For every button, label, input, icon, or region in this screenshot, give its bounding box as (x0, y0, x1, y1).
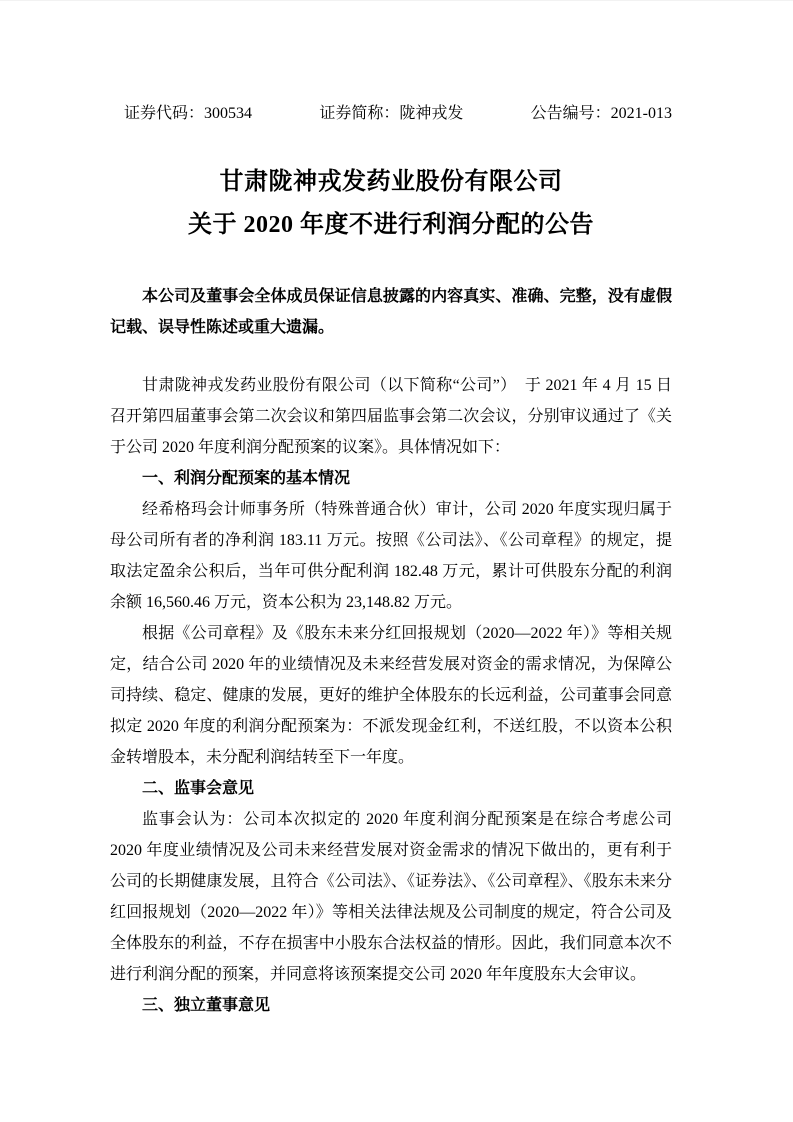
section-1-paragraph-2: 根据《公司章程》及《股东未来分红回报规划（2020—2022 年）》等相关规定，结合公司 2020 年的业绩情况及未来经营发展对资金的需求情况，为保障公司持续、稳定、健康的发展，更好的维护全体股东的长远利益，公司董事会同意拟定 2020 年度的利润分配预案为：不派发现金红利，不送红股，不以资本公积金转增股本，未分配利润结转至下一年度。 (110, 625, 672, 766)
section-3-heading: 三、独立董事意见 (142, 997, 271, 1014)
document-header (110, 104, 672, 123)
document-body (110, 370, 672, 1021)
stock-name-label: 证券简称：陇神戎发 (319, 105, 464, 122)
company-name-title-line: 甘肃陇神戎发药业股份有限公司 (219, 169, 563, 195)
announcement-subject-title-line: 关于 2020 年度不进行利润分配的公告 (188, 212, 594, 238)
intro-paragraph: 甘肃陇神戎发药业股份有限公司（以下简称“公司”） 于 2021 年 4 月 15 日召开第四届董事会第二次会议和第四届监事会第二次会议，分别审议通过了《关于公司 2020 年度利润分配预案的议案》。具体情况如下： (110, 377, 672, 456)
section-1-heading: 一、利润分配预案的基本情况 (142, 470, 351, 487)
document-title (110, 161, 672, 247)
announcement-number-label: 公告编号：2021-013 (530, 105, 672, 122)
stock-code-label: 证券代码：300534 (124, 105, 253, 122)
disclosure-guarantee-statement: 本公司及董事会全体成员保证信息披露的内容真实、准确、完整，没有虚假记载、误导性陈述或重大遗漏。 (110, 288, 672, 336)
section-2-heading: 二、监事会意见 (142, 780, 255, 797)
section-2-paragraph-1: 监事会认为：公司本次拟定的 2020 年度利润分配预案是在综合考虑公司 2020 年度业绩情况及公司未来经营发展对资金需求的情况下做出的，更有利于公司的长期健康发展，且符合《公司法》、《证券法》、《公司章程》、《股东未来分红回报规划（2020—2022 年）》等相关法律法规及公司制度的规定，符合公司及全体股东的利益，不存在损害中小股东合法权益的情形。因此，我们同意本次不进行利润分配的预案，并同意将该预案提交公司 2020 年年度股东大会审议。 (110, 811, 672, 983)
section-1-paragraph-1: 经希格玛会计师事务所（特殊普通合伙）审计，公司 2020 年度实现归属于母公司所有者的净利润 183.11 万元。按照《公司法》、《公司章程》的规定，提取法定盈余公积后，当年可供分配利润 182.48 万元，累计可供股东分配的利润余额 16,560.46 万元，资本公积为 23,148.82 万元。 (110, 501, 672, 611)
